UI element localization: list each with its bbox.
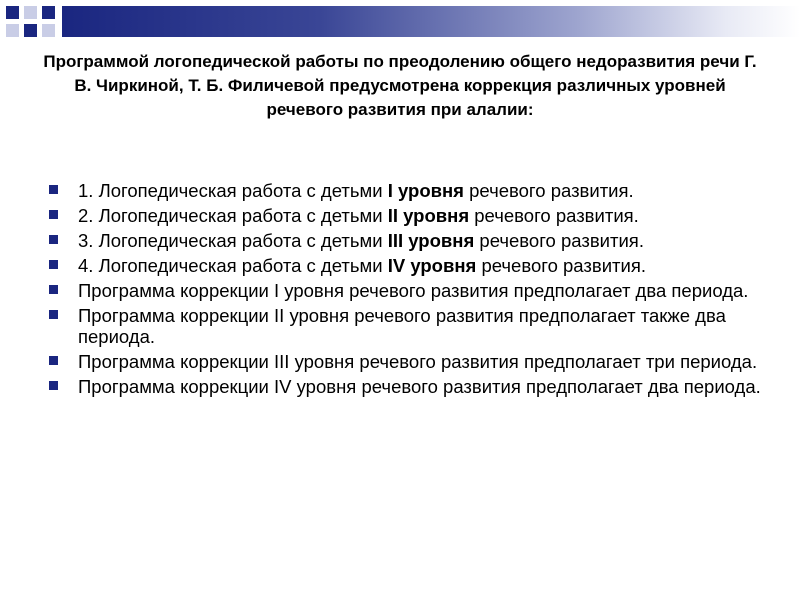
slide-title: Программой логопедической работы по преодолению общего недоразвития речи Г. В. Чиркиной, Т. Б. Филичевой предусмотрена коррекция различных уровней речевого развития при алалии: xyxy=(43,52,757,119)
item-text: 3. Логопедическая работа с детьми xyxy=(78,230,388,251)
square-bullet-icon xyxy=(49,310,58,319)
item-text: речевого развития. xyxy=(474,230,644,251)
item-text: Программа коррекции IV уровня речевого развития предполагает два периода. xyxy=(78,376,761,397)
item-text: Программа коррекции I уровня речевого развития предполагает два периода. xyxy=(78,280,749,301)
list-item xyxy=(46,230,766,251)
decor-square xyxy=(6,24,19,37)
list-item xyxy=(46,280,766,301)
item-level: II уровня xyxy=(387,205,470,226)
square-bullet-icon xyxy=(49,185,58,194)
square-bullet-icon xyxy=(49,381,58,390)
item-text: речевого развития. xyxy=(463,180,634,201)
square-bullet-icon xyxy=(49,356,58,365)
item-text: 1. Логопедическая работа с детьми xyxy=(78,180,388,201)
decor-square xyxy=(24,24,37,37)
decor-square xyxy=(6,6,19,19)
item-level: III уровня xyxy=(387,230,475,251)
item-level: I уровня xyxy=(387,180,464,201)
square-bullet-icon xyxy=(49,235,58,244)
list-item xyxy=(46,376,766,397)
bullet-list xyxy=(46,180,766,401)
decor-square xyxy=(42,6,55,19)
item-text: 2. Логопедическая работа с детьми xyxy=(78,205,388,226)
item-text: речевого развития. xyxy=(469,205,639,226)
item-text: Программа коррекции III уровня речевого развития предполагает три периода. xyxy=(78,351,758,372)
item-level: IV уровня xyxy=(387,255,477,276)
square-bullet-icon xyxy=(49,285,58,294)
list-item xyxy=(46,255,766,276)
header-gradient-band xyxy=(62,6,800,37)
square-bullet-icon xyxy=(49,260,58,269)
decor-square xyxy=(24,6,37,19)
decor-square xyxy=(42,24,55,37)
list-item xyxy=(46,305,766,347)
list-item xyxy=(46,205,766,226)
item-text: 4. Логопедическая работа с детьми xyxy=(78,255,388,276)
item-text: Программа коррекции II уровня речевого развития предполагает также два периода. xyxy=(78,305,726,347)
item-text: речевого развития. xyxy=(476,255,647,276)
square-bullet-icon xyxy=(49,210,58,219)
list-item xyxy=(46,180,766,201)
list-item xyxy=(46,351,766,372)
